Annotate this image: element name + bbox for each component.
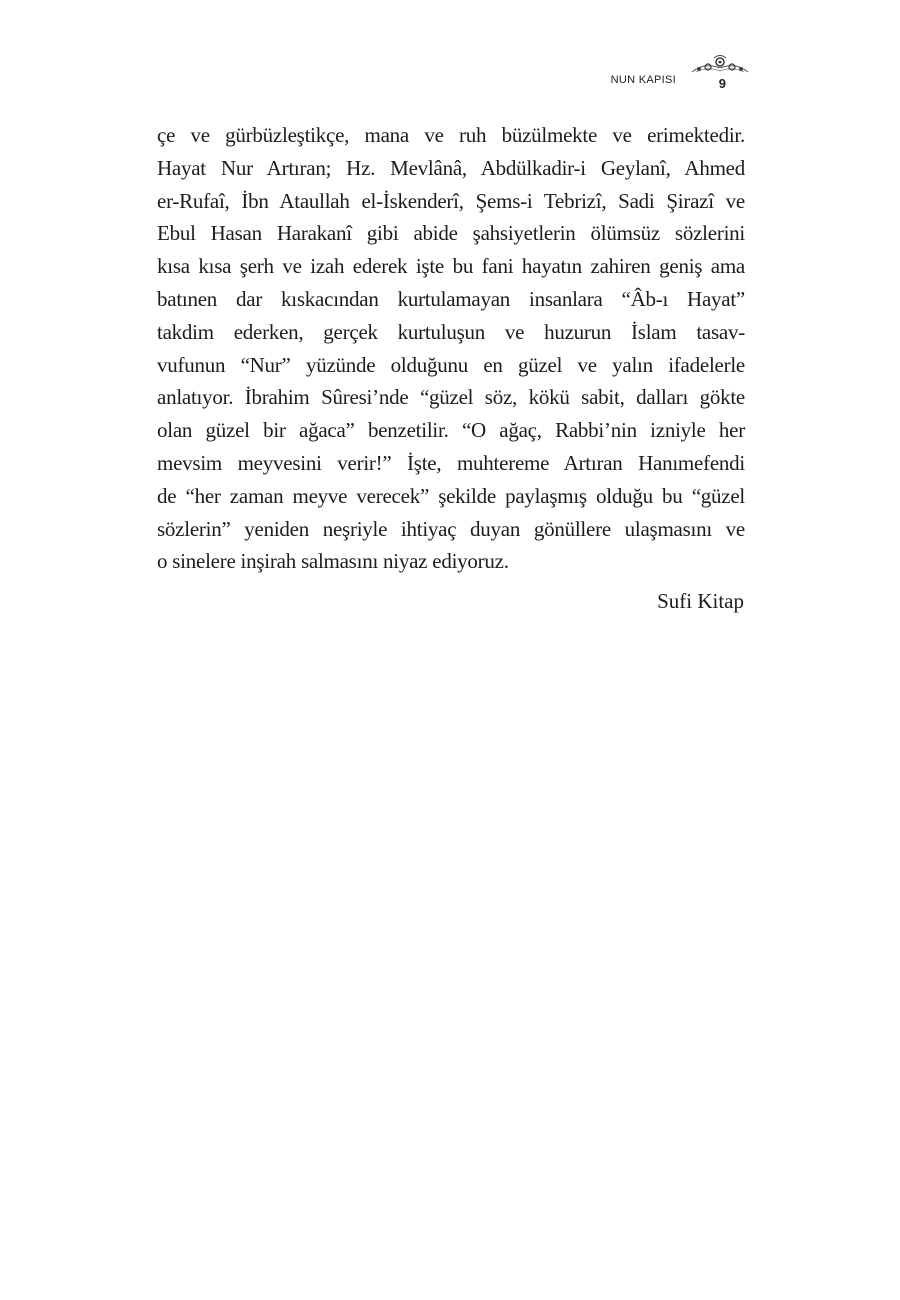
text-line: vufunun “Nur” yüzünde olduğunu en güzel ve yalın ifadelerle bbox=[157, 352, 745, 377]
text-line: anlatıyor. İbrahim Sûresi’nde “güzel söz, kökü sabit, dalları gökte bbox=[157, 385, 745, 410]
text-line: Ebul Hasan Harakanî gibi abide şahsiyetlerin ölümsüz sözlerini bbox=[157, 221, 745, 246]
running-header-title: NUN KAPISI bbox=[610, 74, 676, 86]
signature: Sufi Kitap bbox=[657, 589, 744, 613]
text-line: kısa kısa şerh ve izah ederek işte bu fani hayatın zahiren geniş ama bbox=[157, 254, 745, 279]
text-line: de “her zaman meyve verecek” şekilde paylaşmış olduğu bu “güzel bbox=[157, 483, 745, 508]
text-line: mevsim meyvesini verir!” İşte, muhtereme Artıran Hanımefendi bbox=[157, 450, 745, 475]
text-line: sözlerin” yeniden neşriyle ihtiyaç duyan gönüllere ulaşmasını ve bbox=[157, 516, 745, 541]
text-line: Hayat Nur Artıran; Hz. Mevlânâ, Abdülkadir-i Geylanî, Ahmed bbox=[157, 155, 745, 180]
body-paragraph bbox=[157, 119, 745, 578]
text-line: takdim ederken, gerçek kurtuluşun ve huzurun İslam tasav- bbox=[157, 319, 745, 344]
text-line: çe ve gürbüzleştikçe, mana ve ruh büzülmekte ve erimektedir. bbox=[157, 123, 745, 147]
text-line: er-Rufaî, İbn Ataullah el-İskenderî, Şems-i Tebrizî, Sadi Şirazî ve bbox=[157, 188, 745, 213]
page-number: 9 bbox=[718, 76, 726, 91]
text-line: batınen dar kıskacından kurtulamayan insanlara “Âb-ı Hayat” bbox=[157, 286, 745, 311]
text-line: olan güzel bir ağaca” benzetilir. “O ağaç, Rabbi’nin izniyle her bbox=[157, 418, 745, 443]
text-line: o sinelere inşirah salmasını niyaz ediyoruz. bbox=[157, 549, 509, 574]
running-header bbox=[530, 54, 750, 94]
